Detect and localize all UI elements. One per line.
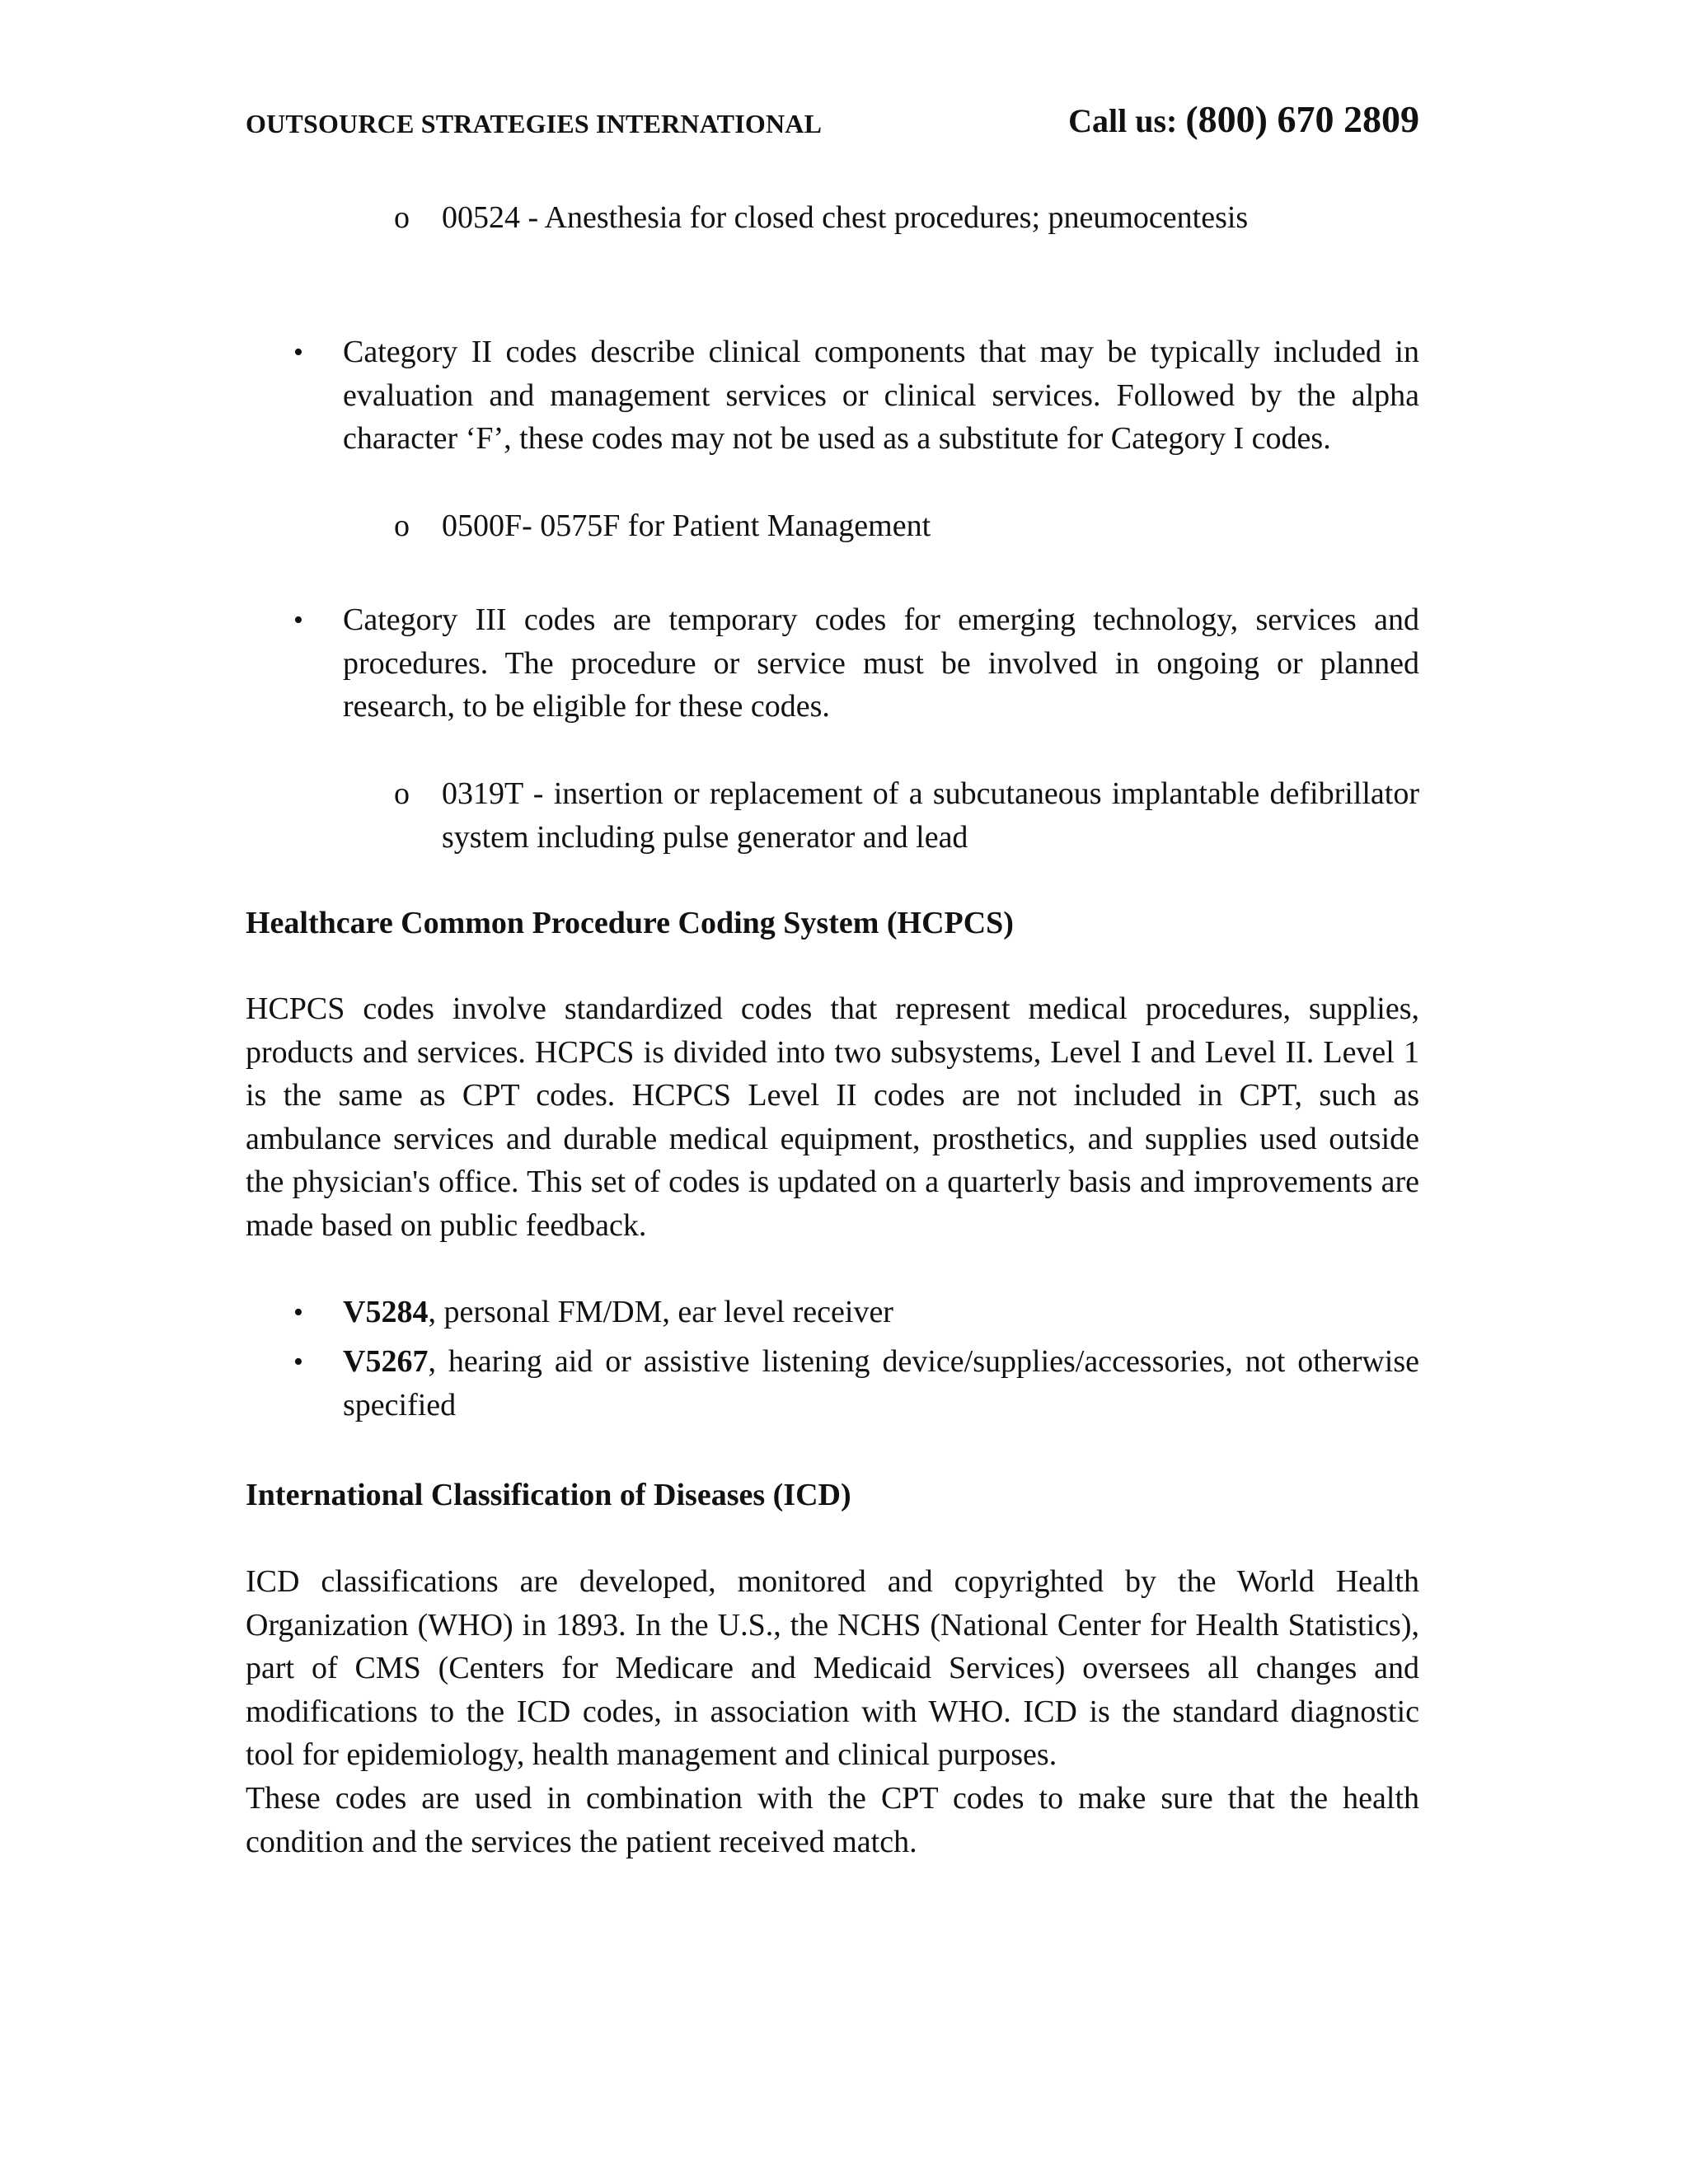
hcpcs-code: V5284	[343, 1295, 429, 1329]
hcpcs-code: V5267	[343, 1344, 429, 1379]
hcpcs-desc: , hearing aid or assistive listening device/supplies/accessories, not otherwise specified	[343, 1344, 1419, 1422]
hcpcs-desc: , personal FM/DM, ear level receiver	[428, 1295, 893, 1329]
phone-number: (800) 670 2809	[1185, 98, 1419, 140]
call-us	[1068, 97, 1419, 141]
sub-bullet-marker: o	[394, 509, 410, 543]
cat2-paragraph: Category II codes describe clinical components that may be typically included in evaluation and management services or clinical services. Followed by the alpha character ‘F’, these codes may not be used as a substitute for Category I codes.	[343, 335, 1419, 456]
page-header	[246, 97, 1419, 155]
bullet-marker: •	[293, 337, 303, 368]
cat2-example: 0500F- 0575F for Patient Management	[442, 509, 931, 543]
bullet-marker: •	[293, 605, 303, 635]
icd-paragraph-2: These codes are used in combination with the CPT codes to make sure that the health condition and the services the patient received match.	[246, 1781, 1419, 1859]
sub-bullet-marker: o	[394, 200, 410, 235]
call-label: Call us:	[1068, 102, 1178, 139]
icd-paragraph: ICD classifications are developed, monitored and copyrighted by the World Health Organization (WHO) in 1893. In the U.S., the NCHS (National Center for Health Statistics), part of CMS (Centers for Medicare and Medicaid Services) oversees all changes and modifications to the ICD codes, in association with WHO. ICD is the standard diagnostic tool for epidemiology, health management and clinical purposes.	[246, 1564, 1419, 1772]
hcpcs-paragraph: HCPCS codes involve standardized codes that represent medical procedures, supplies, products and services. HCPCS is divided into two subsystems, Level I and Level II. Level 1 is the same as CPT codes. HCPCS Level II codes are not included in CPT, such as ambulance services and durable medical equipment, prosthetics, and supplies used outside the physician's office. This set of codes is updated on a quarterly basis and improvements are made based on public feedback.	[246, 991, 1419, 1243]
hcpcs-item	[343, 1291, 1419, 1334]
bullet-marker: •	[293, 1347, 303, 1377]
company-name: OUTSOURCE STRATEGIES INTERNATIONAL	[246, 109, 823, 138]
sub-bullet-marker: o	[394, 776, 410, 811]
cat3-paragraph: Category III codes are temporary codes for emerging technology, services and procedures. The procedure or service must be involved in ongoing or planned research, to be eligible for these codes.	[343, 602, 1419, 724]
hcpcs-item	[343, 1340, 1419, 1427]
icd-heading: International Classification of Diseases (ICD)	[246, 1478, 851, 1512]
cat1-example: 00524 - Anesthesia for closed chest procedures; pneumocentesis	[442, 200, 1249, 235]
bullet-marker: •	[293, 1297, 303, 1328]
cat3-example: 0319T - insertion or replacement of a subcutaneous implantable defibrillator system including pulse generator and lead	[442, 776, 1419, 855]
hcpcs-heading: Healthcare Common Procedure Coding System (HCPCS)	[246, 906, 1014, 940]
